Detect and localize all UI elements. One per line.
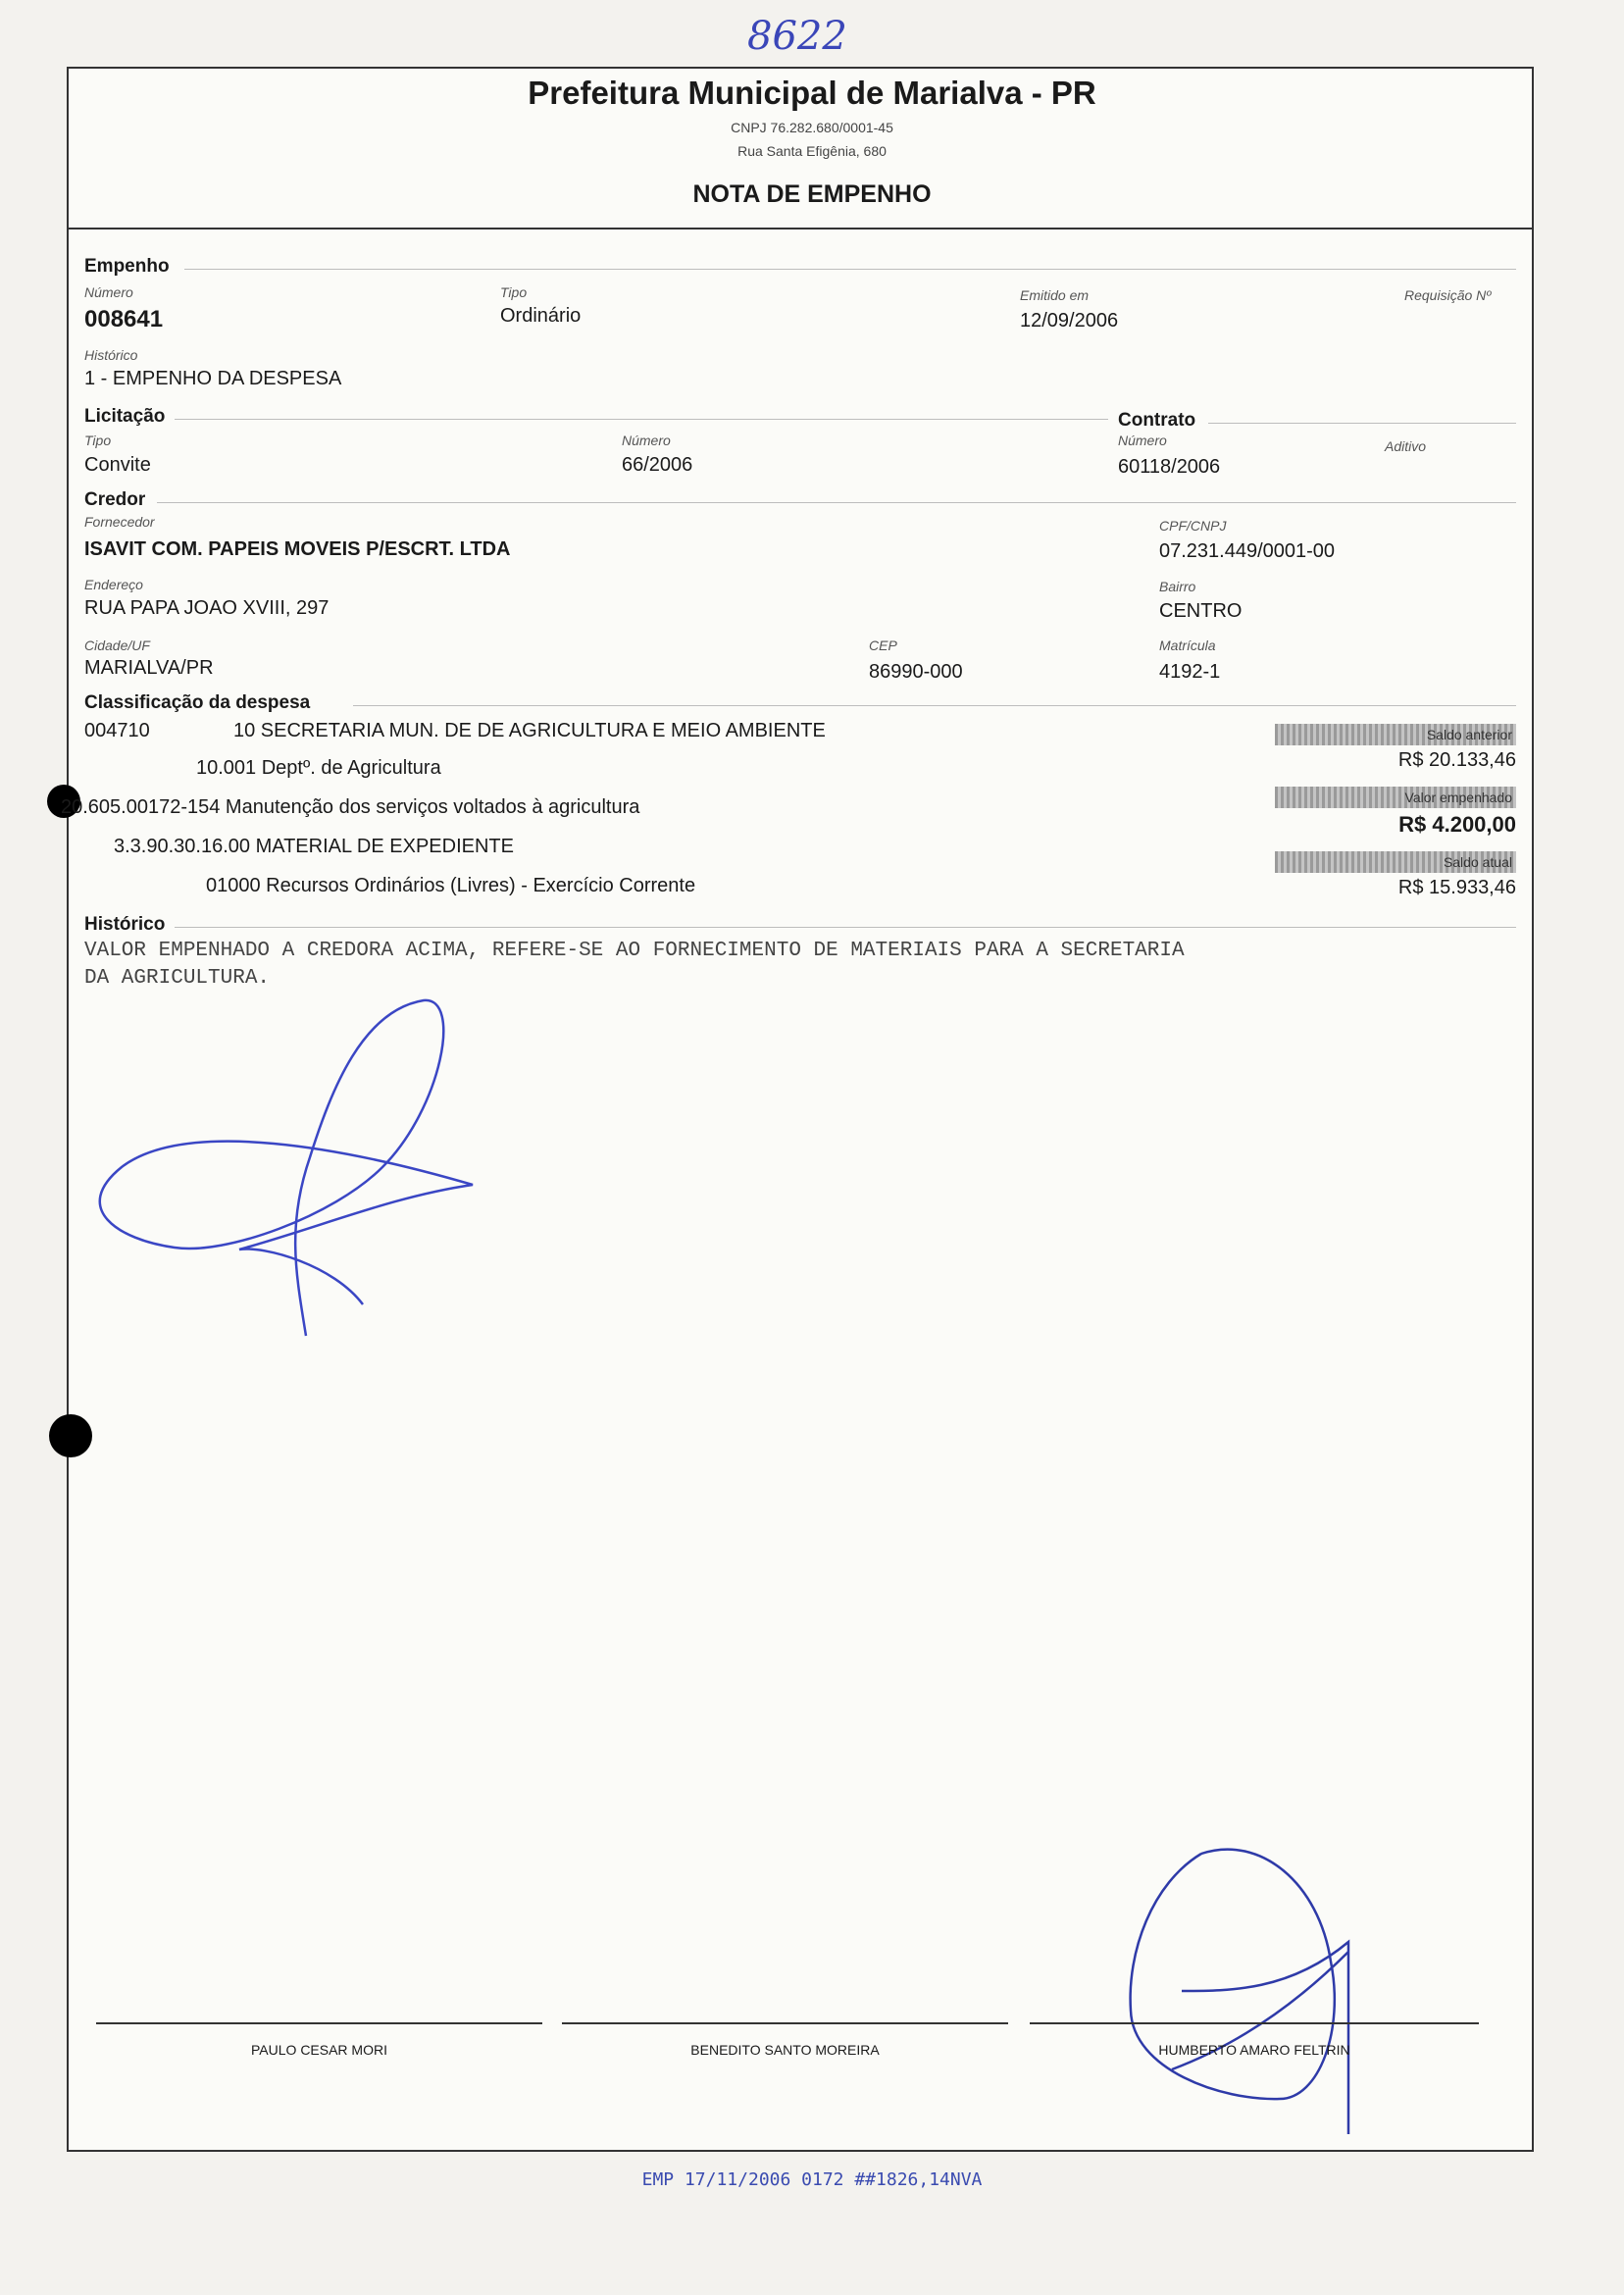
elemento-despesa: 3.3.90.30.16.00 MATERIAL DE EXPEDIENTE xyxy=(114,836,514,857)
handwritten-signature-large xyxy=(78,991,530,1353)
saldo-anterior-label: Saldo anterior xyxy=(1275,724,1516,745)
page-title: Prefeitura Municipal de Marialva - PR xyxy=(528,75,1096,111)
section-empenho: Empenho xyxy=(84,256,170,277)
saldo-atual: R$ 15.933,46 xyxy=(1397,877,1516,898)
cep-label: CEP xyxy=(869,638,897,653)
section-credor: Credor xyxy=(84,489,146,510)
emitido-label: Emitido em xyxy=(1020,287,1090,303)
cidade: MARIALVA/PR xyxy=(84,657,214,679)
signature-name-1: PAULO CESAR MORI xyxy=(251,2042,387,2058)
requisicao-label: Requisição Nº xyxy=(1404,287,1492,303)
classificacao-code: 004710 xyxy=(84,720,150,741)
punch-hole-bottom xyxy=(49,1414,92,1457)
empenho-historico: 1 - EMPENHO DA DESPESA xyxy=(84,368,342,389)
handwritten-signature-initials xyxy=(1113,1844,1368,2148)
empenho-numero: 008641 xyxy=(84,306,164,332)
bairro: CENTRO xyxy=(1159,600,1243,622)
section-contrato: Contrato xyxy=(1118,410,1196,431)
section-licitacao: Licitação xyxy=(84,406,166,427)
cpf-cnpj: 07.231.449/0001-00 xyxy=(1159,540,1336,562)
projeto: 20.605.00172-154 Manutenção dos serviços voltados à agricultura xyxy=(61,796,640,818)
signature-line-2 xyxy=(562,2022,1008,2024)
valor-empenhado: R$ 4.200,00 xyxy=(1398,812,1516,837)
secretaria: 10 SECRETARIA MUN. DE DE AGRICULTURA E MEIO AMBIENTE xyxy=(233,720,826,741)
licitacao-numero-label: Número xyxy=(622,433,671,448)
empenho-tipo: Ordinário xyxy=(500,305,582,327)
emitido-date: 12/09/2006 xyxy=(1020,310,1119,332)
section-line xyxy=(175,927,1516,928)
empenho-numero-label: Número xyxy=(84,284,133,300)
valor-empenhado-label: Valor empenhado xyxy=(1275,787,1516,808)
signature-line-1 xyxy=(96,2022,542,2024)
section-classificacao: Classificação da despesa xyxy=(84,692,311,713)
fornecedor-label: Fornecedor xyxy=(84,514,155,530)
cidade-label: Cidade/UF xyxy=(84,638,150,653)
cpf-cnpj-label: CPF/CNPJ xyxy=(1159,518,1227,534)
matricula: 4192-1 xyxy=(1159,661,1221,683)
section-line xyxy=(1208,423,1516,424)
section-line xyxy=(184,269,1516,270)
cep: 86990-000 xyxy=(869,661,963,683)
signature-name-2: BENEDITO SANTO MOREIRA xyxy=(690,2042,880,2058)
endereco: RUA PAPA JOAO XVIII, 297 xyxy=(84,597,330,619)
bairro-label: Bairro xyxy=(1159,579,1196,594)
licitacao-numero: 66/2006 xyxy=(622,454,693,476)
saldo-atual-label: Saldo atual xyxy=(1275,851,1516,873)
contrato-aditivo-label: Aditivo xyxy=(1385,438,1427,454)
fornecedor-name: ISAVIT COM. PAPEIS MOVEIS P/ESCRT. LTDA xyxy=(84,538,511,560)
header-address: Rua Santa Efigênia, 680 xyxy=(737,143,887,159)
section-historico: Histórico xyxy=(84,914,166,935)
footer-stamp: EMP 17/11/2006 0172 ##1826,14NVA xyxy=(641,2169,983,2190)
empenho-historico-label: Histórico xyxy=(84,347,138,363)
handwritten-number: 8622 xyxy=(747,14,847,59)
contrato-numero: 60118/2006 xyxy=(1118,456,1221,478)
licitacao-tipo: Convite xyxy=(84,454,151,476)
empenho-tipo-label: Tipo xyxy=(500,284,528,300)
endereco-label: Endereço xyxy=(84,577,143,592)
recurso: 01000 Recursos Ordinários (Livres) - Exercício Corrente xyxy=(206,875,696,896)
signature-line-3 xyxy=(1030,2022,1479,2024)
section-line xyxy=(175,419,1108,420)
departamento: 10.001 Deptº. de Agricultura xyxy=(196,757,441,779)
licitacao-tipo-label: Tipo xyxy=(84,433,112,448)
historico-line-1: VALOR EMPENHADO A CREDORA ACIMA, REFERE-SE AO FORNECIMENTO DE MATERIAIS PARA A SECRETARIA xyxy=(84,940,1185,962)
section-line xyxy=(157,502,1516,503)
document-title: NOTA DE EMPENHO xyxy=(692,180,932,208)
matricula-label: Matrícula xyxy=(1159,638,1216,653)
section-line xyxy=(353,705,1516,706)
signature-name-3: HUMBERTO AMARO FELTRIN xyxy=(1158,2042,1350,2058)
header-cnpj: CNPJ 76.282.680/0001-45 xyxy=(731,120,893,135)
contrato-numero-label: Número xyxy=(1118,433,1167,448)
header-divider xyxy=(69,228,1532,230)
historico-line-2: DA AGRICULTURA. xyxy=(84,967,271,990)
saldo-anterior: R$ 20.133,46 xyxy=(1397,749,1516,771)
